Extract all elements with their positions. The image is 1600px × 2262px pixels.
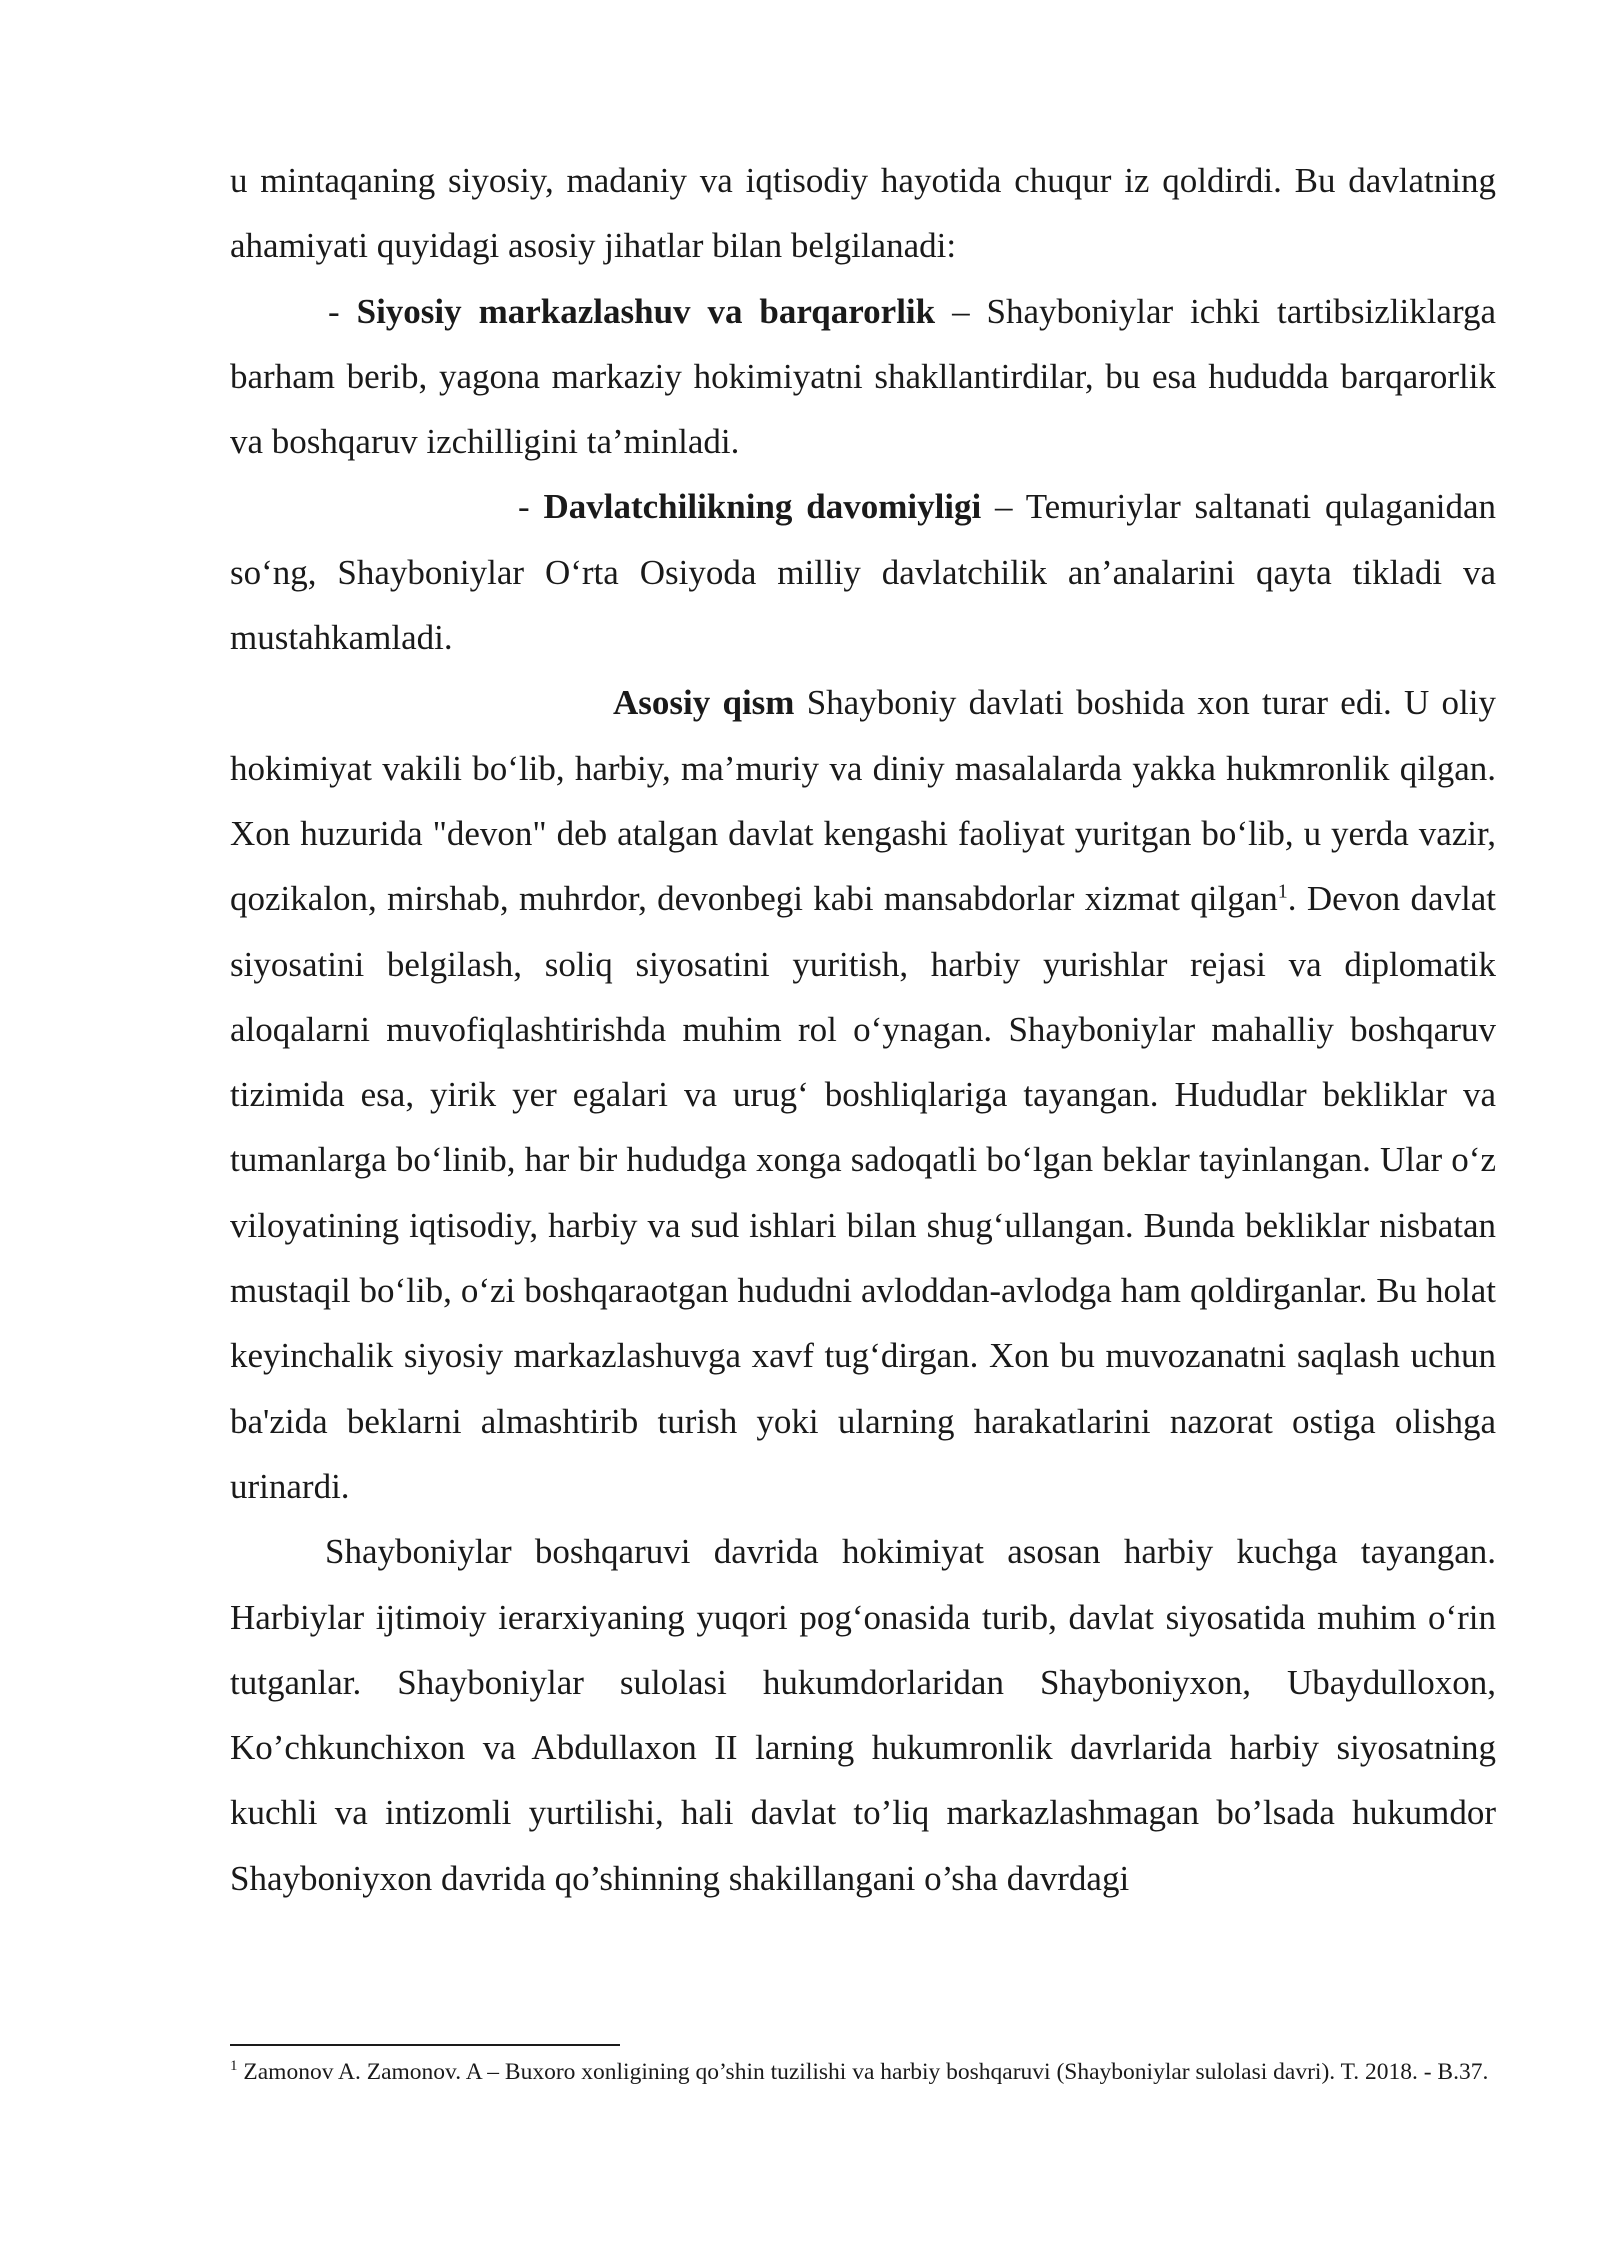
footnote-reference[interactable]: 1 [1277,880,1288,903]
footnote-separator [230,2044,620,2046]
footnote-number: 1 [230,2058,238,2075]
paragraph-main-part-text: Shayboniy davlati boshida xon turar edi. U oliy hokimiyat vakili bo‘lib, harbiy, ma’muriy va diniy masalalarda yakka hukmronlik qilgan. Xon huzurida "devon" deb atalgan davlat kengashi faoliyat yuritgan bo‘lib, u yerda vazir, qozikalon, mirshab, muhrdor, devonbegi kabi mansabdorlar xizmat qilgan [230,683,1496,919]
section-heading: Asosiy qism [613,683,795,723]
paragraph-military [230,1519,1496,1911]
list-item-political-centralization [230,279,1496,475]
footnote [230,2056,1496,2089]
paragraph-main-part-text-cont: . Devon davlat siyosatini belgilash, soliq siyosatini yuritish, harbiy yurishlar rejasi va diplomatik aloqalarni muvofiqlashtirishda muhim rol o‘ynagan. Shayboniylar mahalliy boshqaruv tizimida esa, yirik yer egalari va urug‘ boshliqlariga tayangan. Hududlar bekliklar va tumanlarga bo‘linib, har bir hududga xonga sadoqatli bo‘lgan beklar tayinlangan. Ular o‘z viloyatining iqtisodiy, harbiy va sud ishlari bilan shug‘ullangan. Bunda bekliklar nisbatan mustaqil bo‘lib, o‘zi boshqaraotgan hududni avloddan-avlodga ham qoldirganlar. Bu holat keyinchalik siyosiy markazlashuvga xavf tug‘dirgan. Xon bu muvozanatni saqlash uchun ba'zida beklarni almashtirib turish yoki ularning harakatlarini nazorat ostiga olishga urinardi. [230,879,1497,1506]
footnote-text: Zamonov A. Zamonov. A – Buxoro xonligining qo’shin tuzilishi va harbiy boshqaruvi (Shayboniylar sulolasi davri). T. 2018. - B.37. [237,2059,1489,2085]
list-item-heading: Davlatchilikning davomiyligi [543,487,982,527]
list-dash: - [518,487,544,527]
document-body [230,148,1496,1911]
paragraph-intro [230,148,1496,279]
list-item-heading: Siyosiy markazlashuv va barqarorlik [356,291,936,331]
paragraph-main-part [230,670,1496,1519]
list-item-text: – Temuriylar saltanati qulaganidan so‘ng, Shayboniylar O‘rta Osiyoda milliy davlatchilik an’analarini qayta tikladi va mustahkamladi. [230,487,1497,658]
list-item-text: – Shayboniylar ichki tartibsizliklarga barham berib, yagona markaziy hokimiyatni shakllantirdilar, bu esa hududda barqarorlik va boshqaruv izchilligini ta’minladi. [230,291,1497,462]
list-item-statehood-continuity [230,474,1496,670]
list-dash: - [328,291,357,331]
paragraph-military-text: Shayboniylar boshqaruvi davrida hokimiyat asosan harbiy kuchga tayangan. Harbiylar ijtimoiy ierarxiyaning yuqori pog‘onasida turib, davlat siyosatida muhim o‘rin tutganlar. Shayboniylar sulolasi hukumdorlaridan Shayboniyxon, Ubaydulloxon, Ko’chkunchixon va Abdullaxon II larning hukumronlik davrlarida harbiy siyosatning kuchli va intizomli yurtilishi, hali davlat to’liq markazlashmagan bo’lsada hukumdor Shayboniyxon davrida qo’shinning shakillangani o’sha davrdagi [230,1532,1496,1898]
paragraph-intro-text: u mintaqaning siyosiy, madaniy va iqtisodiy hayotida chuqur iz qoldirdi. Bu davlatning ahamiyati quyidagi asosiy jihatlar bilan belgilanadi: [230,161,1496,266]
